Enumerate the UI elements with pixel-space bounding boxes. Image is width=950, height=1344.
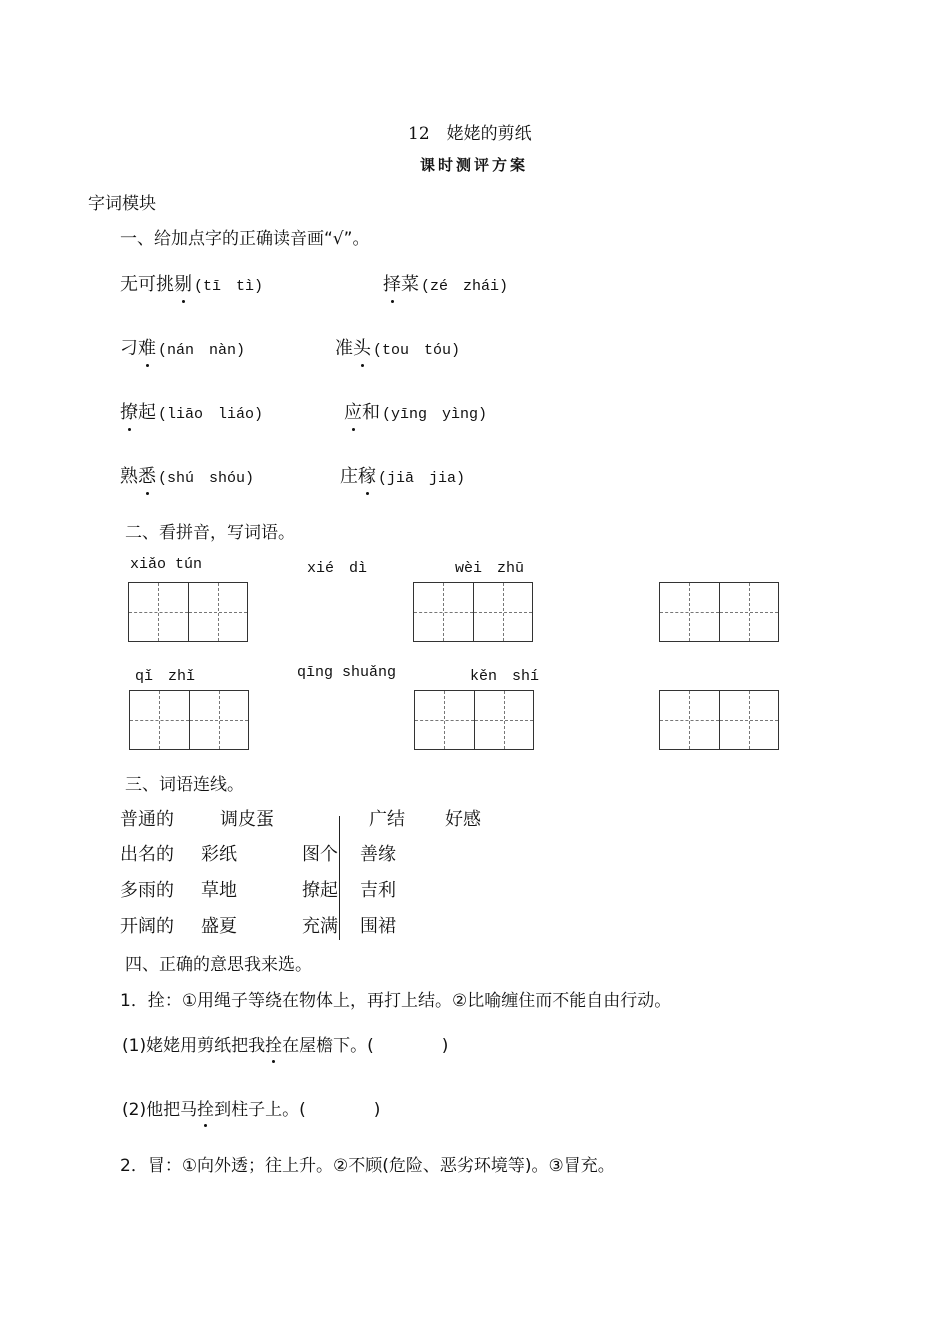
word-text: 和	[362, 402, 380, 423]
pinyin-item	[120, 462, 254, 488]
match-word[interactable]: 盛夏	[201, 916, 237, 937]
pinyin-options[interactable]: (liāo liáo)	[158, 406, 264, 423]
word-text: 菜	[401, 274, 419, 295]
match-word[interactable]: 围裙	[360, 916, 396, 937]
pinyin-item	[120, 398, 263, 424]
answer-blank[interactable]: 在屋檐下。( )	[282, 1036, 449, 1056]
pinyin-options[interactable]: (nán nàn)	[158, 342, 246, 359]
question-1: 1．拴：①用绳子等绕在物体上，再打上结。②比喻缠住而不能自由行动。	[120, 991, 672, 1011]
dotted-char: 剔	[174, 270, 192, 296]
question-1a	[122, 1031, 448, 1056]
pinyin-options[interactable]: (tou tóu)	[373, 342, 461, 359]
question-2: 2．冒：①向外透；往上升。②不顾(危险、恶劣环境等)。③冒充。	[120, 1156, 615, 1176]
dotted-char: 拴	[197, 1095, 214, 1120]
word-text: 熟	[120, 466, 138, 487]
pinyin-item	[344, 398, 487, 424]
match-word[interactable]: 好感	[445, 809, 481, 830]
word-text: 庄	[340, 466, 358, 487]
writing-grid[interactable]	[128, 582, 248, 642]
divider-line	[339, 816, 340, 940]
question-1b	[122, 1095, 380, 1120]
pinyin-prompt: qīng shuǎng	[297, 664, 397, 681]
dotted-char: 难	[138, 334, 156, 360]
match-word[interactable]: 撩起	[302, 880, 338, 901]
section3-heading: 三、词语连线。	[125, 775, 244, 795]
dotted-char: 撩	[120, 398, 138, 424]
module-heading: 字词模块	[88, 194, 156, 214]
writing-grid[interactable]	[659, 582, 779, 642]
pinyin-options[interactable]: (yīng yìng)	[382, 406, 488, 423]
word-text: 准	[335, 338, 353, 359]
match-word[interactable]: 善缘	[360, 844, 396, 865]
pinyin-options[interactable]: (tī tì)	[194, 278, 264, 295]
writing-grid[interactable]	[414, 690, 534, 750]
match-word[interactable]: 出名的	[120, 844, 174, 865]
word-text: 无可挑	[120, 274, 174, 295]
pinyin-item	[383, 270, 508, 296]
pinyin-prompt: wèi zhū	[455, 560, 525, 577]
match-word[interactable]: 彩纸	[201, 844, 237, 865]
pinyin-item	[120, 334, 245, 360]
section4-heading: 四、正确的意思我来选。	[125, 955, 312, 975]
pinyin-options[interactable]: (shú shóu)	[158, 470, 255, 487]
pinyin-prompt: kěn shí	[470, 668, 540, 685]
pinyin-prompt: qǐ zhǐ	[135, 668, 196, 685]
match-word[interactable]: 吉利	[360, 880, 396, 901]
match-word[interactable]: 开阔的	[120, 916, 174, 937]
pinyin-item	[340, 462, 465, 488]
match-word[interactable]: 广结	[369, 809, 405, 830]
dotted-char: 头	[353, 334, 371, 360]
sentence-text: (1)姥姥用剪纸把我	[122, 1036, 266, 1056]
pinyin-options[interactable]: (zé zhái)	[421, 278, 509, 295]
dotted-char: 应	[344, 398, 362, 424]
section1-heading: 一、给加点字的正确读音画“√”。	[120, 229, 370, 249]
match-word[interactable]: 多雨的	[120, 880, 174, 901]
answer-blank[interactable]: 到柱子上。( )	[214, 1100, 381, 1120]
match-word[interactable]: 图个	[302, 844, 338, 865]
writing-grid[interactable]	[129, 690, 249, 750]
pinyin-prompt: xiǎo tún	[130, 556, 203, 573]
dotted-char: 择	[383, 270, 401, 296]
pinyin-item	[120, 270, 263, 296]
sentence-text: (2)他把马	[122, 1100, 198, 1120]
match-word[interactable]: 草地	[201, 880, 237, 901]
dotted-char: 稼	[358, 462, 376, 488]
writing-grid[interactable]	[659, 690, 779, 750]
dotted-char: 拴	[265, 1031, 282, 1056]
pinyin-item	[335, 334, 460, 360]
dotted-char: 悉	[138, 462, 156, 488]
match-word[interactable]: 充满	[302, 916, 338, 937]
match-word[interactable]: 普通的	[120, 809, 174, 830]
page-title: 12 姥姥的剪纸	[408, 124, 532, 144]
pinyin-options[interactable]: (jiā jia)	[378, 470, 466, 487]
pinyin-prompt: xié dì	[307, 560, 368, 577]
page-subtitle: 课时测评方案	[420, 156, 529, 174]
section2-heading: 二、看拼音，写词语。	[125, 523, 295, 543]
writing-grid[interactable]	[413, 582, 533, 642]
word-text: 起	[138, 402, 156, 423]
match-word[interactable]: 调皮蛋	[220, 809, 274, 830]
word-text: 刁	[120, 338, 138, 359]
